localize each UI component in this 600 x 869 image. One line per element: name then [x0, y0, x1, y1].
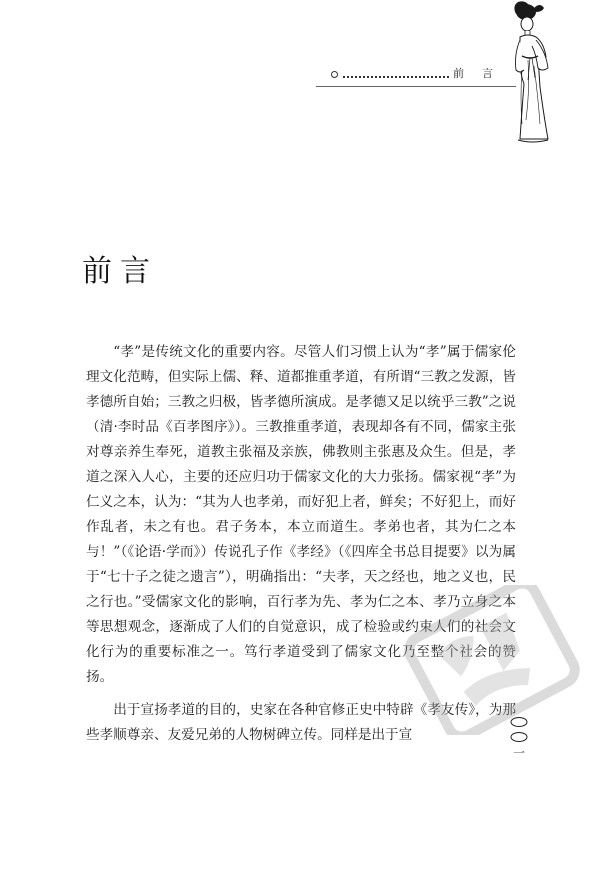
header-rule [316, 86, 516, 87]
paragraph-2: 出于宣扬孝道的目的，史家在各种官修正史中特辟《孝友传》，为那些孝顺尊亲、友爱兄弟的人物树碑立传。同样是出于宣 [86, 702, 516, 743]
header-dot-leader [343, 75, 449, 78]
paragraph-1: “孝”是传统文化的重要内容。尽管人们习惯上认为“孝”属于儒家伦理文化范畴，但实际上儒、释、道都推重孝道，有所谓“三教之发源，皆孝德所自始；三教之归极，皆孝德所演成。是孝德又足以统乎三教”之说（清·李时品《百孝图序》）。三教推重孝道，表现却各有不同，儒家主张对尊亲养生奉死，道教主张福及亲族，佛教则主张惠及众生。但是，孝道之深入人心，主要的还应归功于儒家文化的大力张扬。儒家视“孝”为仁义之本，认为：“其为人也孝弟，而好犯上者，鲜矣；不好犯上，而好作乱者，未之有也。君子务本，本立而道生。孝弟也者，其为仁之本与！”（《论语·学而》）传说孔子作《孝经》（《四库全书总目提要》以为属于“七十子之徒之遗言”），明确指出：“夫孝，天之经也，地之义也，民之行也。”受儒家文化的影响，百行孝为先、孝为仁之本、孝乃立身之本等思想观念，逐渐成了人们的自觉意识，成了检验或约束人们的社会文化行为的重要标准之一。笃行孝道受到了儒家文化乃至整个社会的赞扬。 [86, 344, 516, 685]
lady-figure-illustration [498, 0, 560, 145]
circle-marker-icon [331, 71, 338, 78]
seal-watermark [402, 585, 582, 735]
running-header-title: 前言 [453, 67, 511, 80]
running-header [331, 66, 511, 82]
page-number-ornament-bottom [509, 731, 529, 743]
page-number-label: 一 [512, 746, 525, 760]
page-number [506, 716, 532, 760]
chapter-title: 前言 [82, 254, 158, 289]
page-number-ornament-top [509, 716, 529, 728]
